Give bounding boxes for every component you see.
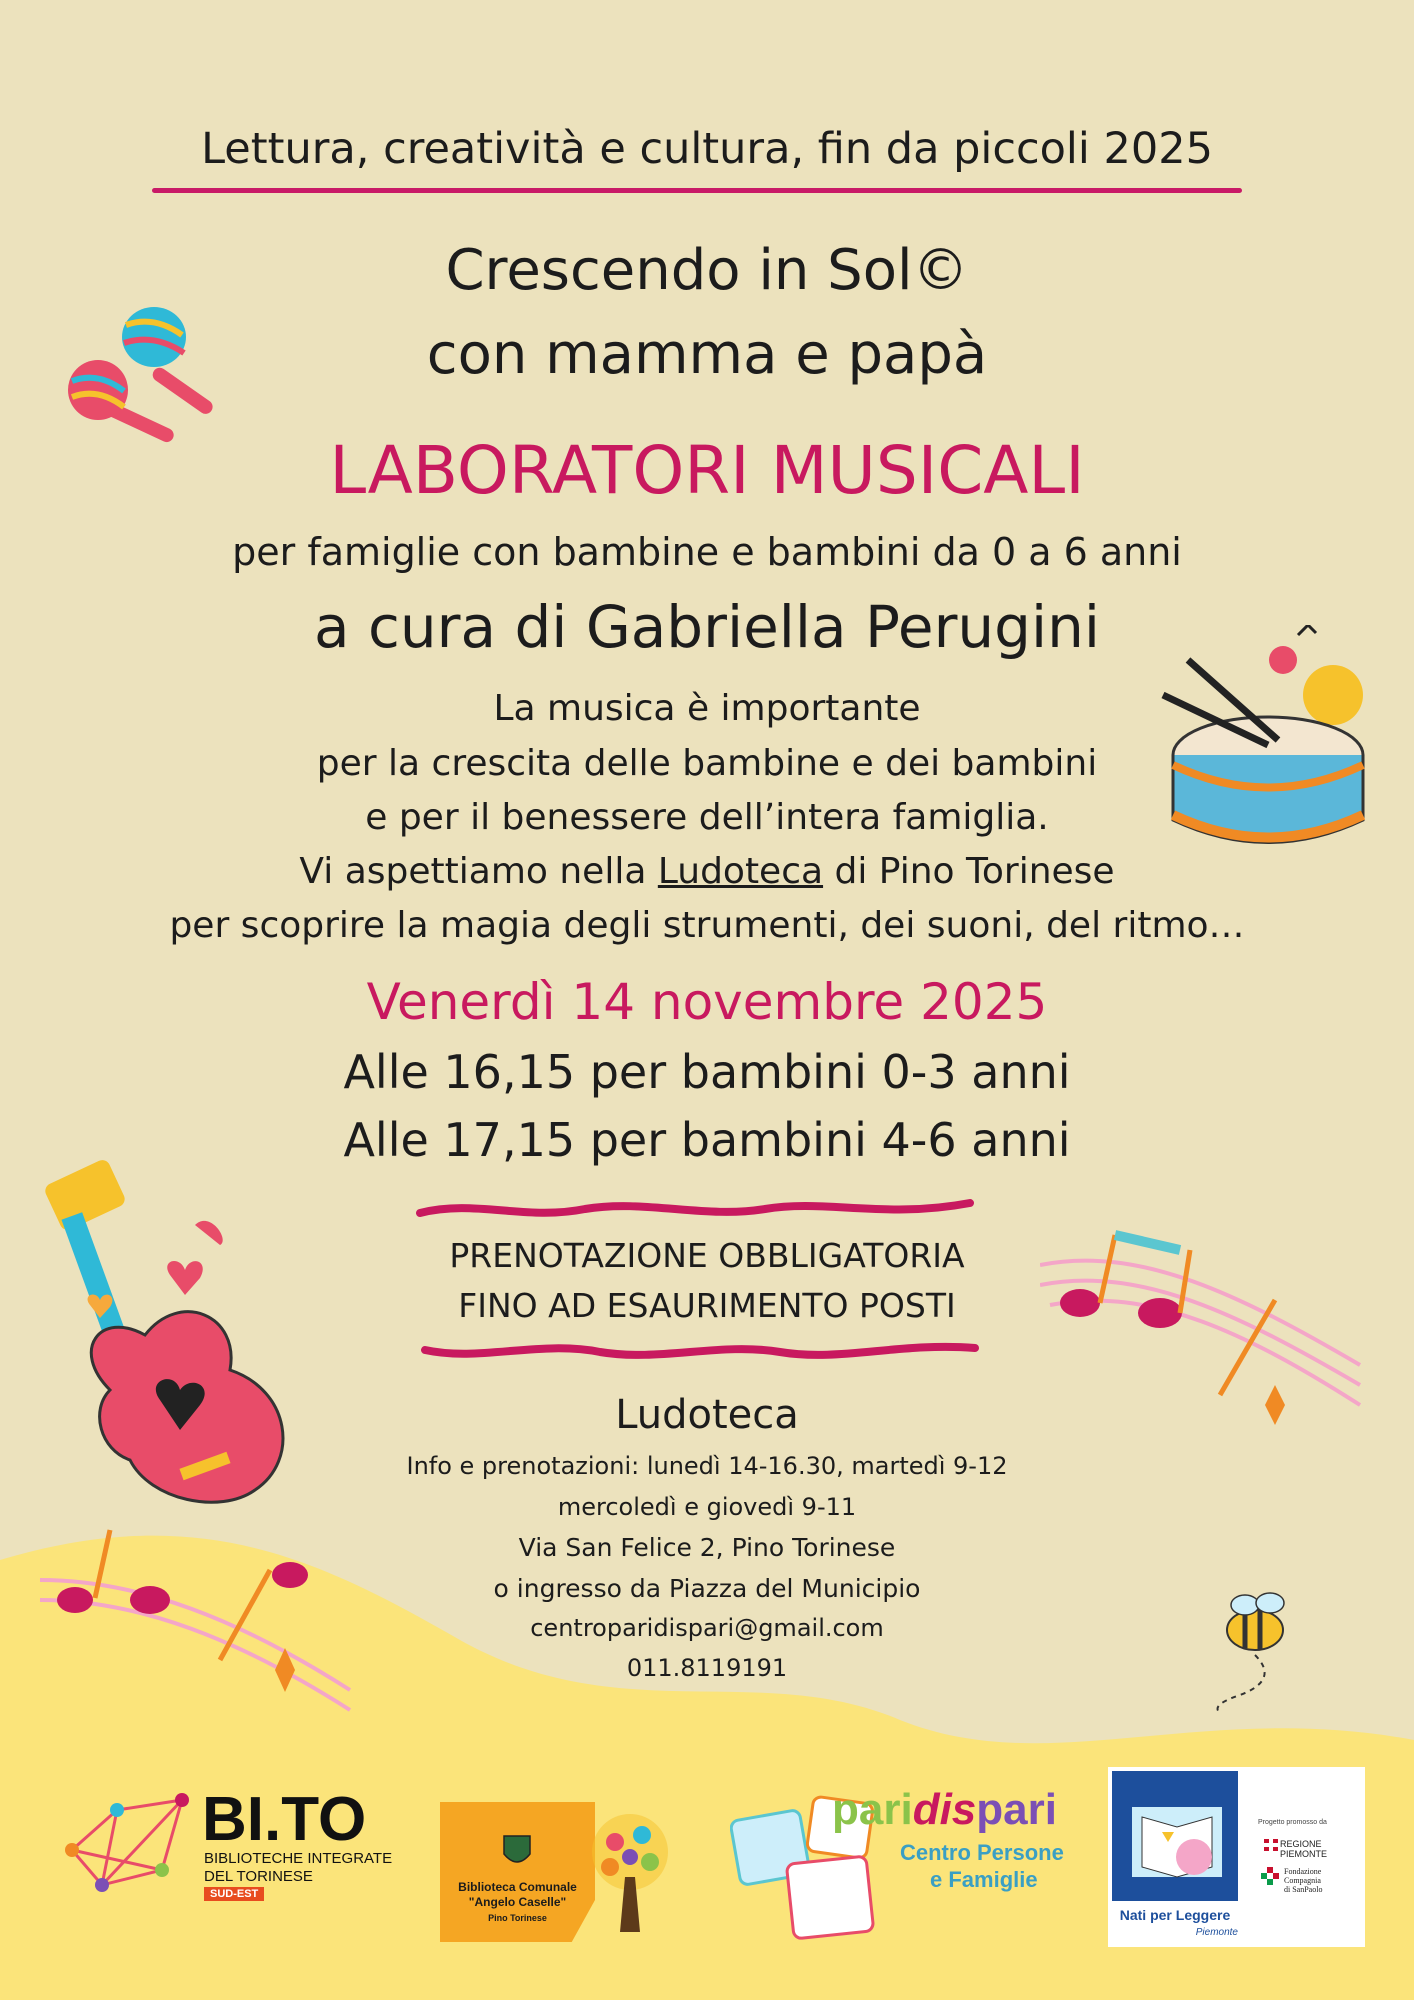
piemonte-flag-icon [1264,1839,1278,1851]
invite-prefix: Vi aspettiamo nella [299,851,658,892]
pari-c: pari [976,1785,1057,1834]
npl-promo: Progetto promosso da [1258,1819,1327,1826]
email-link[interactable]: centroparidispari@gmail.com [530,1614,884,1642]
invite-suffix: di Pino Torinese [823,851,1115,892]
header-underline [152,188,1242,193]
pari-a: pari [832,1785,913,1834]
maracas-icon [58,295,238,445]
bito-logo[interactable] [62,1785,412,1900]
paridispari-logo[interactable] [730,1785,1090,1935]
series-title: Lettura, creatività e cultura, fin da piccoli 2025 [201,124,1213,174]
event-date: Venerdì 14 novembre 2025 [366,973,1048,1031]
bito-name: BI.TO [202,1785,367,1854]
npl-region: Piemonte [1195,1927,1238,1938]
bito-badge: SUD-EST [204,1887,264,1901]
music-notes-left-icon [40,1520,360,1730]
reader-icon [1122,1787,1232,1897]
npl-logo[interactable] [1108,1767,1365,1947]
curator: a cura di Gabriella Perugini [314,593,1100,661]
bee-icon [1200,1585,1310,1715]
description-line-2: per la crescita delle bambine e dei bambini [316,743,1098,784]
npl-partner2b: Compagnia [1284,1876,1321,1885]
library-line3: Pino Torinese [488,1913,547,1923]
bito-sub2: DEL TORINESE [204,1868,313,1885]
address: Via San Felice 2, Pino Torinese [518,1533,896,1562]
session-1: Alle 16,15 per bambini 0-3 anni [343,1045,1071,1099]
wavy-divider-top [415,1195,975,1225]
wavy-divider-bottom [420,1336,980,1366]
library-line2: "Angelo Caselle" [468,1895,567,1909]
invite-line-2: per scoprire la magia degli strumenti, dei suoni, del ritmo… [169,905,1245,946]
description-line-1: La musica è importante [493,688,921,729]
phone-link[interactable]: 011.8119191 [626,1654,788,1682]
description-line-3: e per il benessere dell’intera famiglia. [365,797,1049,838]
audience: per famiglie con bambine e bambini da 0 a 6 anni [232,530,1182,574]
tree-icon [580,1807,680,1937]
event-subtitle: con mamma e papà [426,322,988,387]
pari-b: dis [912,1785,977,1834]
booking-hours-2: mercoledì e giovedì 9-11 [557,1493,857,1521]
npl-partner2c: di SanPaolo [1284,1885,1323,1894]
drum-icon [1158,625,1378,865]
music-notes-right-icon [1040,1225,1370,1445]
bito-sub1: BIBLIOTECHE INTEGRATE [204,1850,393,1867]
event-title: Crescendo in Sol© [445,238,969,303]
npl-partner2 [1284,1867,1322,1894]
headline: LABORATORI MUSICALI [329,432,1085,509]
library-logo[interactable] [440,1802,670,1942]
npl-name: Nati per Leggere [1119,1907,1231,1923]
pari-sub1: Centro Persone [900,1840,1064,1865]
npl-partner2a: Fondazione [1284,1867,1322,1876]
entrance: o ingresso da Piazza del Municipio [493,1574,921,1603]
ludoteca-link[interactable]: Ludoteca [657,851,824,892]
crest-icon [502,1834,532,1870]
pari-title [832,1785,1057,1835]
network-icon [62,1790,192,1900]
npl-partner1: REGIONE PIEMONTE [1280,1839,1328,1859]
booking-hours: Info e prenotazioni: lunedì 14-16.30, martedì 9-12 [406,1452,1008,1480]
venue-name: Ludoteca [615,1392,799,1438]
booking-required: PRENOTAZIONE OBBLIGATORIA [449,1236,965,1275]
pari-sub2: e Famiglie [930,1867,1038,1892]
booking-limited: FINO AD ESAURIMENTO POSTI [458,1286,956,1325]
session-2: Alle 17,15 per bambini 4-6 anni [343,1113,1071,1167]
fondazione-logo-icon [1261,1867,1279,1885]
library-line1: Biblioteca Comunale [458,1880,577,1894]
guitar-icon [30,1140,310,1520]
